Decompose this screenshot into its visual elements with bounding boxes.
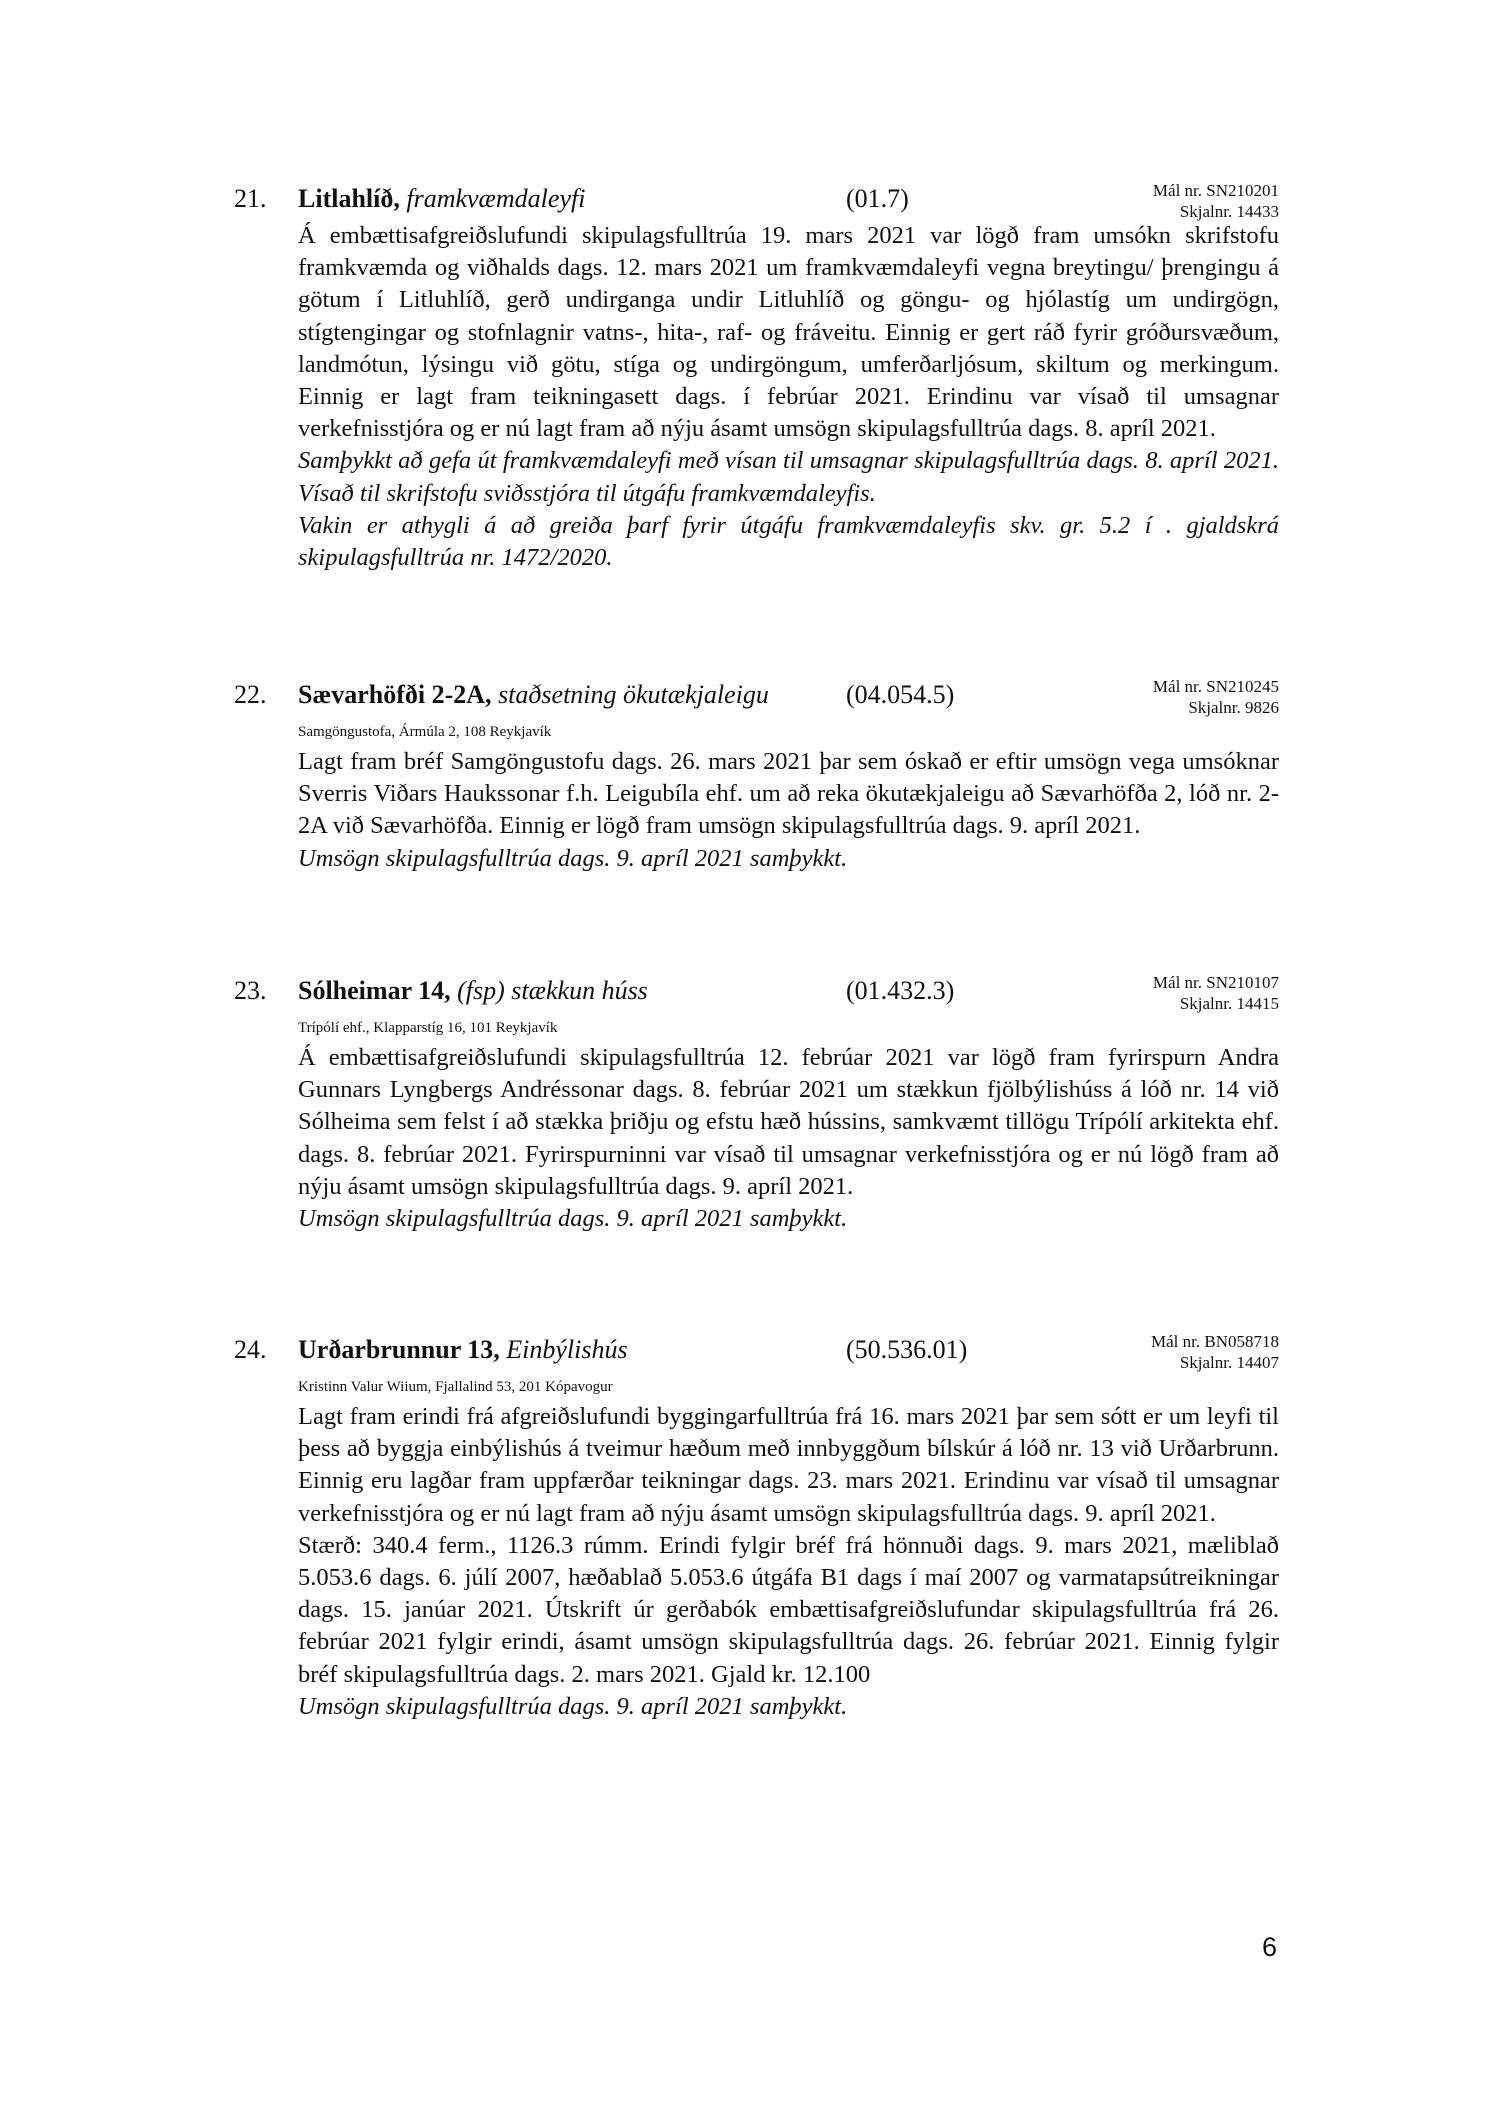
case-number: 22. [234, 680, 267, 709]
case-decision: Umsögn skipulagsfulltrúa dags. 9. apríl 2021 samþykkt. [298, 1692, 848, 1720]
case-body [298, 746, 1279, 875]
case-title [298, 1335, 628, 1365]
case-skjal-number: Skjalnr. 14415 [1179, 994, 1279, 1013]
case-header [234, 677, 1279, 738]
case-number: 23. [234, 976, 267, 1005]
case-22 [234, 677, 1279, 875]
case-paragraph: Lagt fram bréf Samgöngustofu dags. 26. mars 2021 þar sem óskað er eftir umsögn vega umsóknar Sverris Viðars Haukssonar f.h. Leigubíla ehf. um að reka ökutækjaleigu að Sævarhöfða 2, lóð nr. 2-2A við Sævarhöfða. Einnig er lögð fram umsögn skipulagsfulltrúa dags. 9. apríl 2021. [298, 748, 1279, 840]
case-type: framkvæmdaleyfi [406, 184, 586, 213]
case-name: Sævarhöfði 2-2A, [298, 680, 492, 709]
case-reference: (01.432.3) [846, 976, 955, 1005]
case-type: staðsetning ökutækjaleigu [498, 680, 769, 709]
case-skjal-number: Skjalnr. 14407 [1179, 1353, 1279, 1372]
case-number: 24. [234, 1335, 267, 1364]
case-mal-number: Mál nr. BN058718 [1151, 1332, 1279, 1351]
case-decision: Umsögn skipulagsfulltrúa dags. 9. apríl 2021 samþykkt. [298, 1205, 848, 1233]
case-reference: (04.054.5) [846, 680, 955, 709]
case-mal-number: Mál nr. SN210201 [1152, 181, 1279, 200]
case-meta [1153, 180, 1279, 222]
case-name: Sólheimar 14, [298, 976, 451, 1005]
case-decision: Umsögn skipulagsfulltrúa dags. 9. apríl 2021 samþykkt. [298, 844, 848, 872]
case-paragraph: Lagt fram erindi frá afgreiðslufundi byggingarfulltrúa frá 16. mars 2021 þar sem sótt er um leyfi til þess að byggja einbýlishús á tveimur hæðum með innbyggðum bílskúr á lóð nr. 13 við Urðarbrunn. Einnig eru lagðar fram uppfærðar teikningar dags. 23. mars 2021. Erindinu var vísað til umsagnar verkefnisstjóra og er nú lagt fram að nýju ásamt umsögn skipulagsfulltrúa dags. 9. apríl 2021. [298, 1403, 1279, 1527]
case-paragraph: Á embættisafgreiðslufundi skipulagsfulltrúa 19. mars 2021 var lögð fram umsókn skrifstofu framkvæmda og viðhalds dags. 12. mars 2021 um framkvæmdaleyfi vegna breytingu/ þrengingu á götum í Litluhlíð, gerð undirganga undir Litluhlíð og göngu- og hjólastíg um undirgögn, stígtengingar og stofnlagnir vatns-, hita-, raf- og fráveitu. Einnig er gert ráð fyrir gróðursvæðum, landmótun, lýsingu við götu, stíga og undirgöngum, umferðarljósum, skiltum og merkingum. Einnig er lagt fram teikningasett dags. í febrúar 2021. Erindinu var vísað til umsagnar verkefnisstjóra og er nú lagt fram að nýju ásamt umsögn skipulagsfulltrúa dags. 8. apríl 2021. [298, 222, 1279, 443]
case-header [234, 973, 1279, 1034]
page-number: 6 [1262, 1932, 1278, 1962]
case-meta [1153, 972, 1279, 1014]
case-21 [234, 181, 1279, 574]
case-paragraph: Stærð: 340.4 ferm., 1126.3 rúmm. Erindi fylgir bréf frá hönnuði dags. 9. mars 2021, mæliblað 5.053.6 dags. 6. júlí 2007, hæðablað 5.053.6 útgáfa B1 dags í maí 2007 og varmatapsútreikningar dags. 15. janúar 2021. Útskrift úr gerðabók embættisafgreiðslufundar skipulagsfulltrúa frá 26. febrúar 2021 fylgir erindi, ásamt umsögn skipulagsfulltrúa dags. 26. febrúar 2021. Einnig fylgir bréf skipulagsfulltrúa dags. 2. mars 2021. Gjald kr. 12.100 [298, 1531, 1279, 1688]
case-paragraph: Á embættisafgreiðslufundi skipulagsfulltrúa 12. febrúar 2021 var lögð fram fyrirspurn Andra Gunnars Lyngbergs Andréssonar dags. 8. febrúar 2021 um stækkun fjölbýlishúss á lóð nr. 14 við Sólheima sem felst í að stækka þriðju og efstu hæð hússins, samkvæmt tillögu Trípólí arkitekta ehf. dags. 8. febrúar 2021. Fyrirspurninni var vísað til umsagnar verkefnisstjóra og er nú lögð fram að nýju ásamt umsögn skipulagsfulltrúa dags. 9. apríl 2021. [298, 1044, 1279, 1200]
case-note: Vakin er athygli á að greiða þarf fyrir útgáfu framkvæmdaleyfis skv. gr. 5.2 í . gjaldskrá skipulagsfulltrúa nr. 1472/2020. [298, 511, 1279, 572]
case-title [298, 976, 648, 1006]
case-skjal-number: Skjalnr. 14433 [1179, 202, 1279, 221]
case-reference: (01.7) [846, 184, 909, 213]
case-meta [1151, 1331, 1279, 1373]
case-type: Einbýlishús [506, 1335, 628, 1364]
case-number: 21. [234, 184, 267, 213]
case-24 [234, 1332, 1279, 1723]
case-applicant: Trípólí ehf., Klapparstíg 16, 101 Reykjavík [298, 1020, 558, 1036]
case-title [298, 680, 769, 710]
case-type: (fsp) stækkun húss [457, 976, 648, 1005]
case-applicant: Kristinn Valur Wiium, Fjallalind 53, 201 Kópavogur [298, 1379, 613, 1395]
case-meta [1153, 676, 1279, 718]
case-reference: (50.536.01) [846, 1335, 968, 1364]
case-body [298, 1401, 1279, 1723]
case-header [234, 1332, 1279, 1393]
case-23 [234, 973, 1279, 1235]
case-name: Urðarbrunnur 13, [298, 1335, 500, 1364]
case-decision: Samþykkt að gefa út framkvæmdaleyfi með vísan til umsagnar skipulagsfulltrúa dags. 8. apríl 2021. Vísað til skrifstofu sviðsstjóra til útgáfu framkvæmdaleyfis. [298, 447, 1279, 507]
case-body [298, 220, 1279, 574]
case-name: Litlahlíð, [298, 184, 400, 213]
case-body [298, 1042, 1279, 1235]
case-mal-number: Mál nr. SN210107 [1152, 973, 1279, 992]
case-title [298, 184, 585, 214]
case-skjal-number: Skjalnr. 9826 [1188, 698, 1279, 717]
case-applicant: Samgöngustofa, Ármúla 2, 108 Reykjavík [298, 724, 552, 740]
case-mal-number: Mál nr. SN210245 [1152, 677, 1279, 696]
case-header [234, 181, 1279, 242]
